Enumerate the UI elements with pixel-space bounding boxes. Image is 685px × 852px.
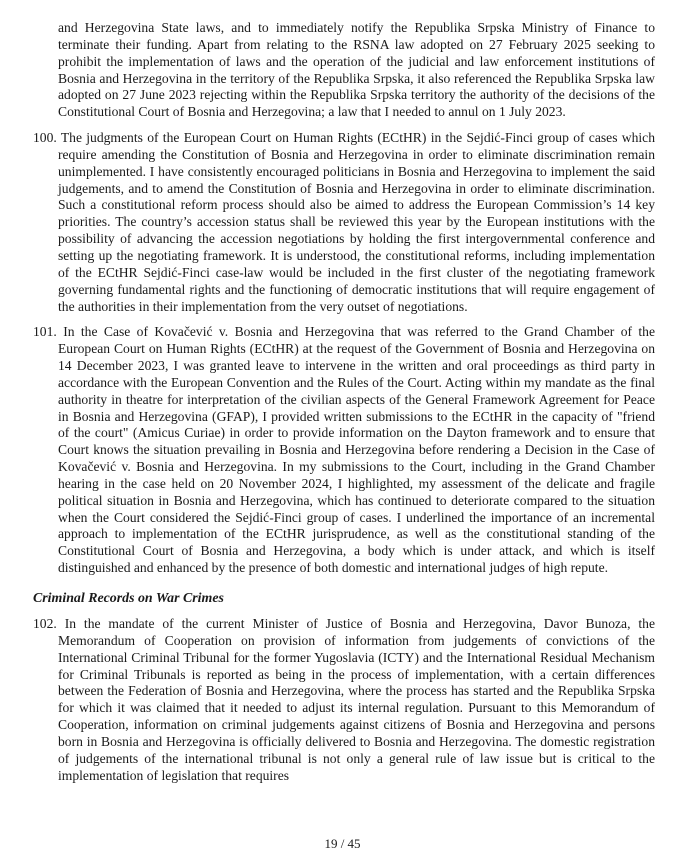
paragraph-number: 100. bbox=[33, 130, 57, 146]
paragraph-text: In the Case of Kovačević v. Bosnia and Herzegovina that was referred to the Grand Chamber of the European Court on Human Rights (ECtHR) at the request of the Government of Bosnia and Herzegovina on 14 December 2023, I was granted leave to intervene in the written and oral proceedings as third party in accordance with the European Convention and the Rules of the Court. Acting within my mandate as the final authority in theatre for interpretation of the civilian aspects of the General Framework Agreement for Peace in Bosnia and Herzegovina (GFAP), I provided written submissions to the ECtHR in the capacity of "friend of the court" (Amicus Curiae) in order to provide information on the Dayton framework and to ensure that Court knows the situation prevailing in Bosnia and Herzegovina before rendering a Decision in the Case of Kovačević v. Bosnia and Herzegovina. In my submissions to the Court, including in the Grand Chamber hearing in the case held on 20 November 2024, I highlighted, my assessment of the delicate and fragile political situation in Bosnia and Herzegovina, which has continued to deteriorate compared to the situation when the Court considered the Sejdić-Finci group of cases. I underlined the importance of an incremental approach to implementation of the ECtHR jurisprudence, as well as the constitutional standing of the Constitutional Court of Bosnia and Herzegovina, a body which is under attack, and which is itself distinguished and enhanced by the presence of both domestic and international judges of high repute. bbox=[58, 324, 656, 576]
paragraph-number: 101. bbox=[33, 324, 57, 340]
continuation-paragraph: and Herzegovina State laws, and to immediately notify the Republika Srpska Ministry of Finance to terminate their funding. Apart from relating to the RSNA law adopted on 27 February 2025 seeking to prohibit the implementation of laws and the operation of the judicial and law enforcement institutions of Bosnia and Herzegovina in the territory of the Republika Srpska, it also referenced the Republika Srpska law adopted on 27 June 2023 rejecting within the Republika Srpska territory the authority of the decisions of the Constitutional Court of Bosnia and Herzegovina; a law that I needed to annul on 1 July 2023. bbox=[58, 20, 655, 120]
section-heading: Criminal Records on War Crimes bbox=[33, 591, 224, 606]
paragraph-102 bbox=[33, 616, 655, 784]
paragraph-101 bbox=[33, 324, 655, 577]
paragraph-100 bbox=[33, 130, 655, 315]
text-column bbox=[33, 20, 655, 784]
paragraph-number: 102. bbox=[33, 616, 57, 631]
paragraph-text: The judgments of the European Court on Human Rights (ECtHR) in the Sejdić-Finci group of cases which require amending the Constitution of Bosnia and Herzegovina in order to eliminate discrimination remain unimplemented. I have consistently encouraged politicians in Bosnia and Herzegovina to implement the said judgements, and to amend the Constitution of Bosnia and Herzegovina in order to eliminate discrimination. Such a constitutional reform process should also be aimed to address the European Commission’s 14 key priorities. The country’s accession status shall be reviewed this year by the European institutions with the possibility of advancing the accession negotiations by holding the first intergovernmental conference and setting up the negotiating framework. It is understood, the constitutional reforms, including implementation of the ECtHR Sejdić-Finci case-law would be included in the first cluster of the negotiating framework governing fundamental rights and the functioning of democratic institutions that will require engagement of the authorities in their implementation from the very outset of negotiations. bbox=[58, 130, 655, 314]
paragraph-text: In the mandate of the current Minister of Justice of Bosnia and Herzegovina, Davor Bunoza, the Memorandum of Cooperation on provision of information from judgements of convictions of the International Criminal Tribunal for the former Yugoslavia (ICTY) and the International Residual Mechanism for Criminal Tribunals is reported as being in the process of implementation, with a certain differences between the Federation of Bosnia and Herzegovina, where the process has started and the Republika Srpska for which it was claimed that it needed to adjust its internal regulation. Pursuant to this Memorandum of Cooperation, information on criminal judgements against citizens of Bosnia and Herzegovina and persons born in Bosnia and Herzegovina is officially delivered to Bosnia and Herzegovina. The domestic registration of judgements of the international tribunal is not only a general rule of law issue but is critical to the implementation of legislation that requires bbox=[58, 616, 655, 783]
page-number: 19 / 45 bbox=[324, 836, 361, 851]
